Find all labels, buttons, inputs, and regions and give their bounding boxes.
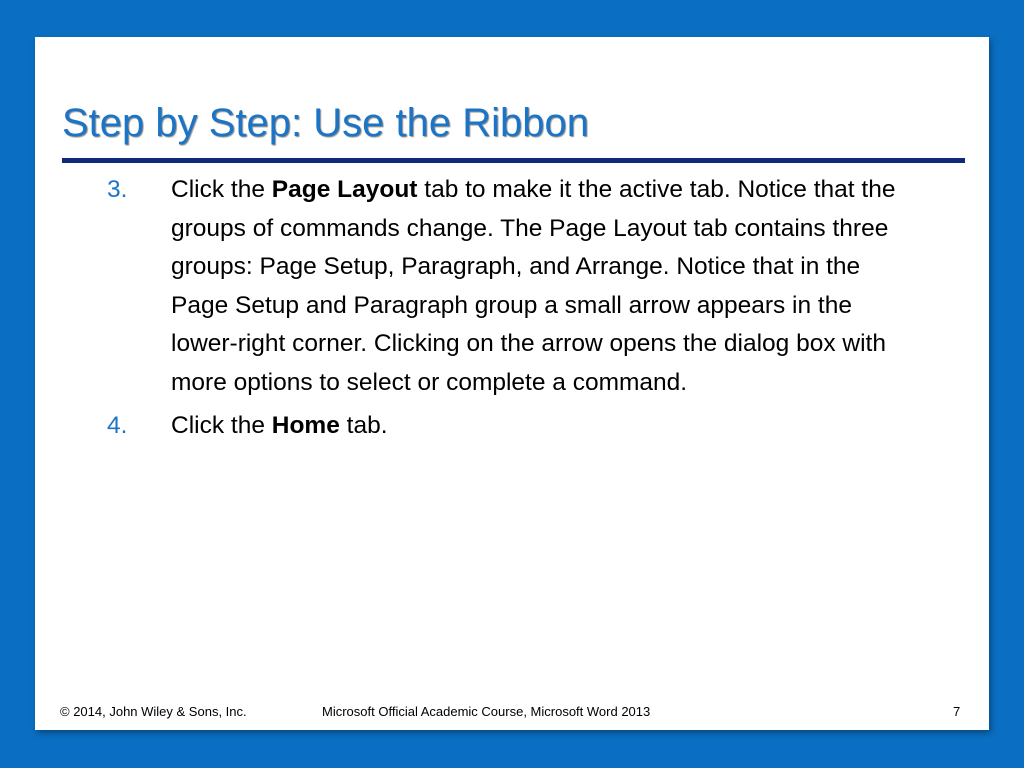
step-number: 4. [107,412,128,439]
step-text-before: Click the [171,412,272,439]
title-divider [62,158,965,163]
step-item-3 [107,171,897,402]
step-text-bold: Page Layout [271,176,418,203]
footer-course: Microsoft Official Academic Course, Microsoft Word 2013 [322,704,651,719]
step-item-4 [107,407,897,446]
footer-page-number: 7 [953,704,961,719]
step-text-after: tab. [339,412,388,439]
step-text [171,407,897,446]
step-text-after: tab to make it the active tab. Notice that the groups of commands change. The Page Layout tab contains three groups: Page Setup, Paragraph, and Arrange. Notice that in the Page Setup and Paragraph group a small arrow appears in the lower-right corner. Clicking on the arrow opens the dialog box with more options to select or complete a command. [171,176,896,396]
footer-copyright: © 2014, John Wiley & Sons, Inc. [60,704,247,719]
step-text [171,171,897,402]
slide [35,37,989,730]
step-text-bold: Home [271,412,340,439]
slide-title: Step by Step: Use the Ribbon [62,101,589,145]
step-text-before: Click the [171,176,272,203]
step-list [107,171,897,451]
step-number: 3. [107,176,128,203]
